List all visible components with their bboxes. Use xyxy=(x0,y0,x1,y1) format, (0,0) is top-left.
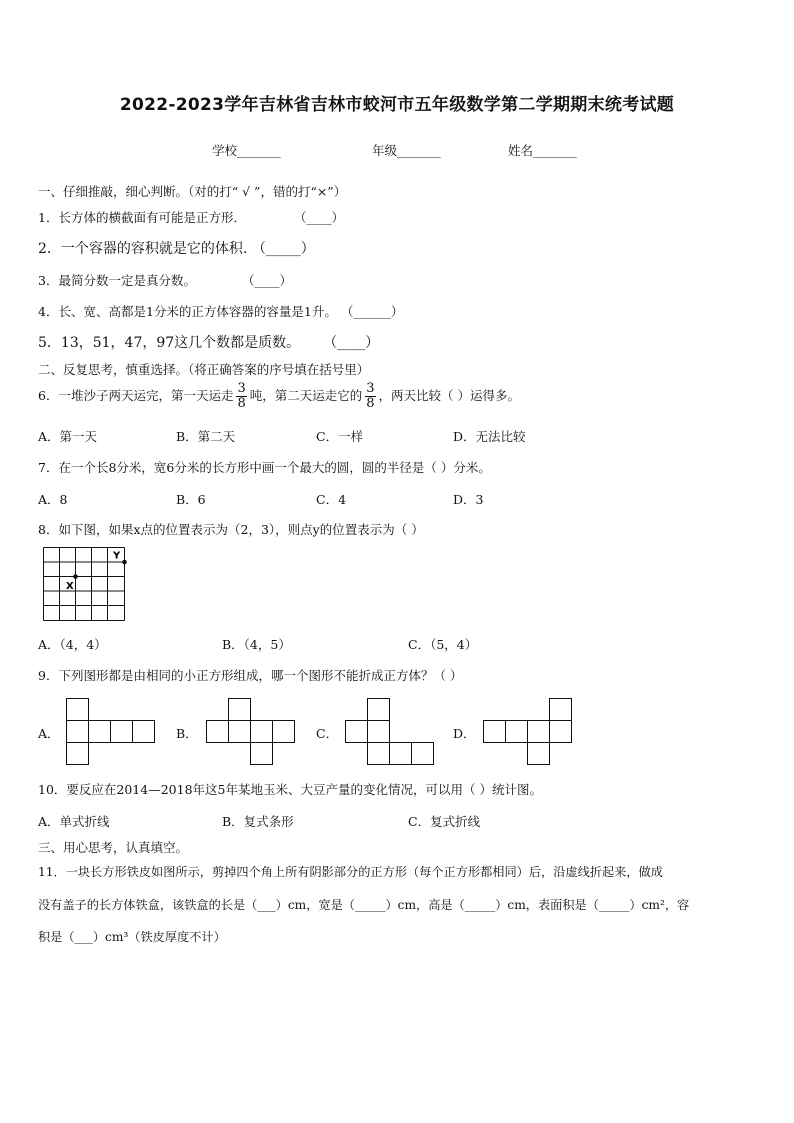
cube-net-b[interactable] xyxy=(206,698,298,766)
name-field[interactable]: 姓名_______ xyxy=(508,143,577,158)
fraction-3-8: $\frac{3}{8}$ xyxy=(366,381,375,411)
question-11-line-3: 积是（___）cm³（铁皮厚度不计） xyxy=(38,930,226,944)
question-1-text: 1．长方体的横截面有可能是正方形． xyxy=(38,210,246,225)
option-c[interactable]: C．一样 xyxy=(316,429,364,444)
option-c[interactable]: C． xyxy=(316,726,339,741)
cube-net-c[interactable] xyxy=(345,698,437,766)
option-a[interactable]: A．第一天 xyxy=(38,429,98,444)
option-c[interactable]: C．4 xyxy=(316,492,347,507)
option-c[interactable]: C．复式折线 xyxy=(408,814,481,829)
question-1-answer-bracket[interactable]: （____） xyxy=(293,210,344,225)
option-a[interactable]: A．8 xyxy=(38,492,68,507)
option-a[interactable]: A．（4，4） xyxy=(38,637,107,652)
question-5 xyxy=(38,332,379,352)
question-6-text-part1: 6．一堆沙子两天运完，第一天运走 xyxy=(38,388,234,403)
coordinate-grid-figure xyxy=(43,547,125,621)
question-3 xyxy=(38,271,292,289)
fraction-3-8-tons: $\frac{3}{8}$ xyxy=(237,381,246,411)
question-3-text: 3．最简分数一定是真分数。 xyxy=(38,273,196,288)
question-7-text: 7．在一个长8分米，宽6分米的长方形中画一个最大的圆，圆的半径是（ ）分米。 xyxy=(38,460,491,475)
page-title: 2022-2023学年吉林省吉林市蛟河市五年级数学第二学期期末统考试题 xyxy=(119,95,675,115)
option-d[interactable]: D． xyxy=(453,726,476,741)
cube-net-d[interactable] xyxy=(483,698,575,766)
point-x-label: X xyxy=(66,581,74,592)
question-3-answer-bracket[interactable]: （____） xyxy=(241,273,292,288)
question-5-answer-bracket[interactable]: （____） xyxy=(323,335,380,351)
question-6-text-part3: ，两天比较（ ）运得多。 xyxy=(378,388,521,403)
school-field[interactable]: 学校_______ xyxy=(212,143,281,158)
question-11-line-1: 11．一块长方形铁皮如图所示，剪掉四个角上所有阴影部分的正方形（每个正方形都相同）后，沿虚线折起来，做成 xyxy=(38,865,663,879)
option-b[interactable]: B．6 xyxy=(176,492,206,507)
grade-field[interactable]: 年级_______ xyxy=(372,143,441,158)
option-d[interactable]: D．3 xyxy=(453,492,484,507)
section-2-heading: 二、反复思考，慎重选择。（将正确答案的序号填在括号里） xyxy=(38,362,370,377)
question-10-text: 10．要反应在2014—2018年这5年某地玉米、大豆产量的变化情况，可以用（ ）统计图。 xyxy=(38,782,542,797)
section-3-heading: 三、用心思考，认真填空。 xyxy=(38,840,189,855)
question-5-text: 5．13，51，47，97这几个数都是质数。 xyxy=(38,335,301,351)
question-6 xyxy=(38,382,520,411)
option-c[interactable]: C．（5，4） xyxy=(408,637,478,652)
option-b[interactable]: B．复式条形 xyxy=(222,814,294,829)
option-a[interactable]: A． xyxy=(38,726,60,741)
question-4-text: 4．长、宽、高都是1分米的正方体容器的容量是1升。 xyxy=(38,304,337,319)
option-b[interactable]: B．第二天 xyxy=(176,429,236,444)
option-b[interactable]: B． xyxy=(176,726,198,741)
question-2-text: 2．一个容器的容积就是它的体积. xyxy=(38,241,248,257)
question-6-text-part2: 吨，第二天运走它的 xyxy=(249,388,363,403)
point-x xyxy=(73,574,78,579)
option-b[interactable]: B．（4，5） xyxy=(222,637,291,652)
point-y-label: Y xyxy=(113,550,121,562)
question-4-answer-bracket[interactable]: （______） xyxy=(340,304,404,319)
point-y xyxy=(122,560,127,565)
question-2-answer-bracket[interactable]: （_____） xyxy=(251,241,315,257)
question-8-text: 8．如下图，如果x点的位置表示为（2，3），则点y的位置表示为（ ） xyxy=(38,522,424,537)
cube-net-a[interactable] xyxy=(66,698,156,766)
section-1-heading: 一、仔细推敲，细心判断。（对的打“ √ ”，错的打“×”） xyxy=(38,184,347,199)
question-2 xyxy=(38,238,315,258)
question-1 xyxy=(38,208,344,226)
option-d[interactable]: D．无法比较 xyxy=(453,429,526,444)
question-11-line-2: 没有盖子的长方体铁盒，该铁盒的长是（___）cm，宽是（_____）cm，高是（_____）cm，表面积是（_____）cm²，容 xyxy=(38,898,690,912)
question-4 xyxy=(38,302,403,320)
option-a[interactable]: A．单式折线 xyxy=(38,814,110,829)
question-9-text: 9．下列图形都是由相同的小正方形组成，哪一个图形不能折成正方体？（ ） xyxy=(38,668,463,683)
